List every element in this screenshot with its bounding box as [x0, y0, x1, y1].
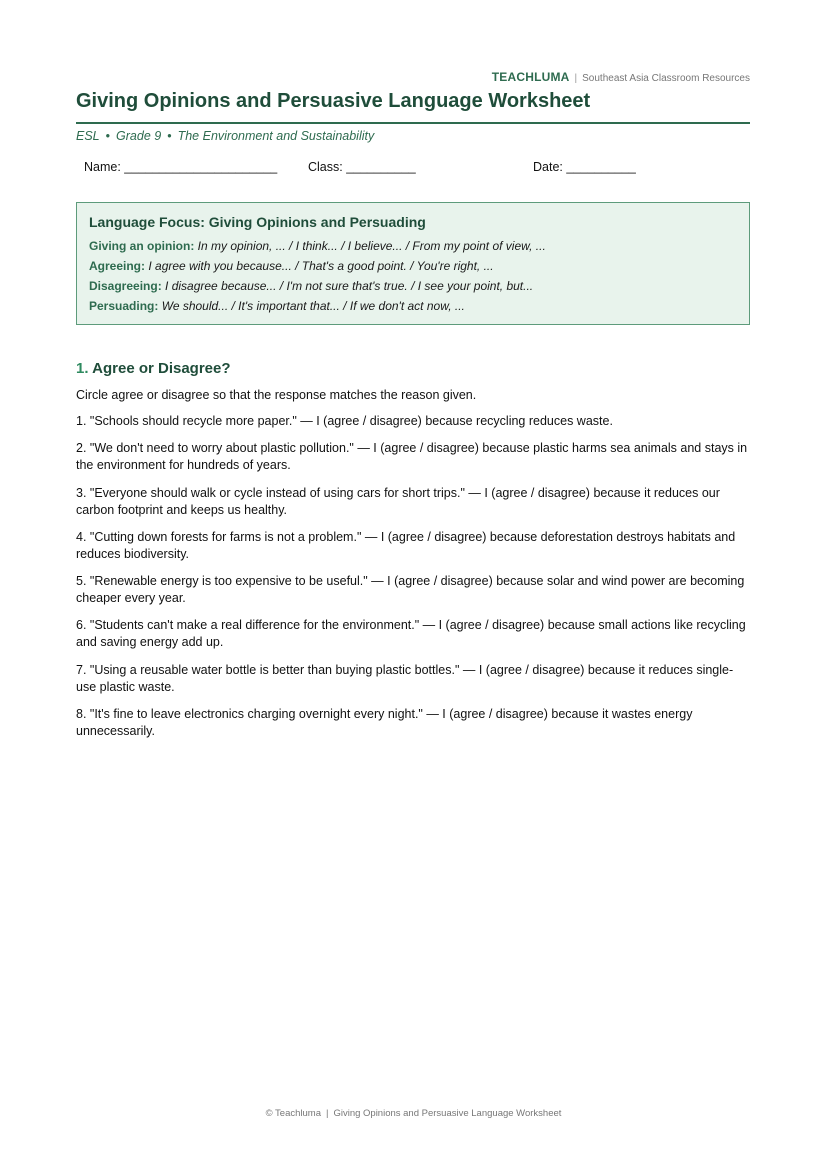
section-title: Agree or Disagree? — [92, 360, 231, 377]
focus-line-disagreeing — [89, 279, 533, 293]
list-item[interactable]: 5. "Renewable energy is too expensive to be useful." — I (agree / disagree) because solar and wind power are becoming cheaper every year. — [76, 574, 745, 605]
worksheet-page — [76, 0, 750, 1170]
footer-copyright: © Teachluma — [265, 1108, 321, 1119]
language-focus-title: Language Focus: Giving Opinions and Persuading — [89, 214, 426, 230]
section-number: 1. — [76, 360, 89, 377]
focus-label: Disagreeing: — [89, 279, 162, 293]
focus-examples: We should... / It's important that... / If we don't act now, ... — [161, 299, 465, 313]
meta-topic: The Environment and Sustainability — [177, 129, 375, 143]
footer-separator: | — [325, 1108, 329, 1119]
brand-header — [492, 70, 750, 84]
list-item[interactable]: 1. "Schools should recycle more paper." — I (agree / disagree) because recycling reduces waste. — [76, 414, 613, 428]
focus-label: Giving an opinion: — [89, 239, 195, 253]
meta-bullet: • — [105, 129, 111, 143]
focus-examples: I disagree because... / I'm not sure that's true. / I see your point, but... — [165, 279, 534, 293]
language-focus-box — [76, 202, 750, 325]
focus-examples: I agree with you because... / That's a good point. / You're right, ... — [148, 259, 494, 273]
focus-label: Persuading: — [89, 299, 159, 313]
focus-line-opinion — [89, 239, 546, 253]
meta-subject: ESL — [76, 129, 100, 143]
footer-title: Giving Opinions and Persuasive Language Worksheet — [333, 1108, 562, 1119]
worksheet-meta — [76, 129, 374, 143]
focus-examples: In my opinion, ... / I think... / I believe... / From my point of view, ... — [197, 239, 546, 253]
title-divider — [76, 122, 750, 124]
meta-bullet: • — [167, 129, 172, 143]
focus-label: Agreeing: — [89, 259, 146, 273]
brand-name: TEACHLUMA — [491, 70, 570, 84]
brand-separator: | — [574, 73, 578, 84]
list-item[interactable]: 6. "Students can't make a real difference for the environment." — I (agree / disagree) because small actions like recycling and saving energy add up. — [76, 618, 746, 649]
list-item[interactable]: 8. "It's fine to leave electronics charging overnight every night." — I (agree / disagree) because it wastes energy unnecessarily. — [76, 707, 693, 738]
section-instructions: Circle agree or disagree so that the response matches the reason given. — [76, 388, 477, 402]
class-field[interactable]: Class: __________ — [308, 160, 416, 174]
list-item[interactable]: 7. "Using a reusable water bottle is better than buying plastic bottles." — I (agree / disagree) because it reduces single-use plastic waste. — [76, 663, 734, 694]
brand-tagline: Southeast Asia Classroom Resources — [582, 73, 750, 84]
section-heading — [76, 360, 231, 377]
focus-line-persuading — [89, 299, 465, 313]
list-item[interactable]: 4. "Cutting down forests for farms is not a problem." — I (agree / disagree) because deforestation destroys habitats and reduces biodiversity. — [76, 530, 736, 561]
page-title: Giving Opinions and Persuasive Language Worksheet — [76, 90, 591, 112]
list-item[interactable]: 3. "Everyone should walk or cycle instead of using cars for short trips." — I (agree / disagree) because it reduces our carbon footprint and keeps us healthy. — [76, 486, 720, 517]
meta-grade: Grade 9 — [116, 129, 162, 143]
focus-line-agreeing — [89, 259, 494, 273]
name-field[interactable]: Name: ______________________ — [84, 160, 278, 174]
list-item[interactable]: 2. "We don't need to worry about plastic pollution." — I (agree / disagree) because plastic harms sea animals and stays in the environment for hundreds of years. — [76, 441, 748, 472]
page-footer — [0, 1108, 827, 1119]
date-field[interactable]: Date: __________ — [533, 160, 636, 174]
